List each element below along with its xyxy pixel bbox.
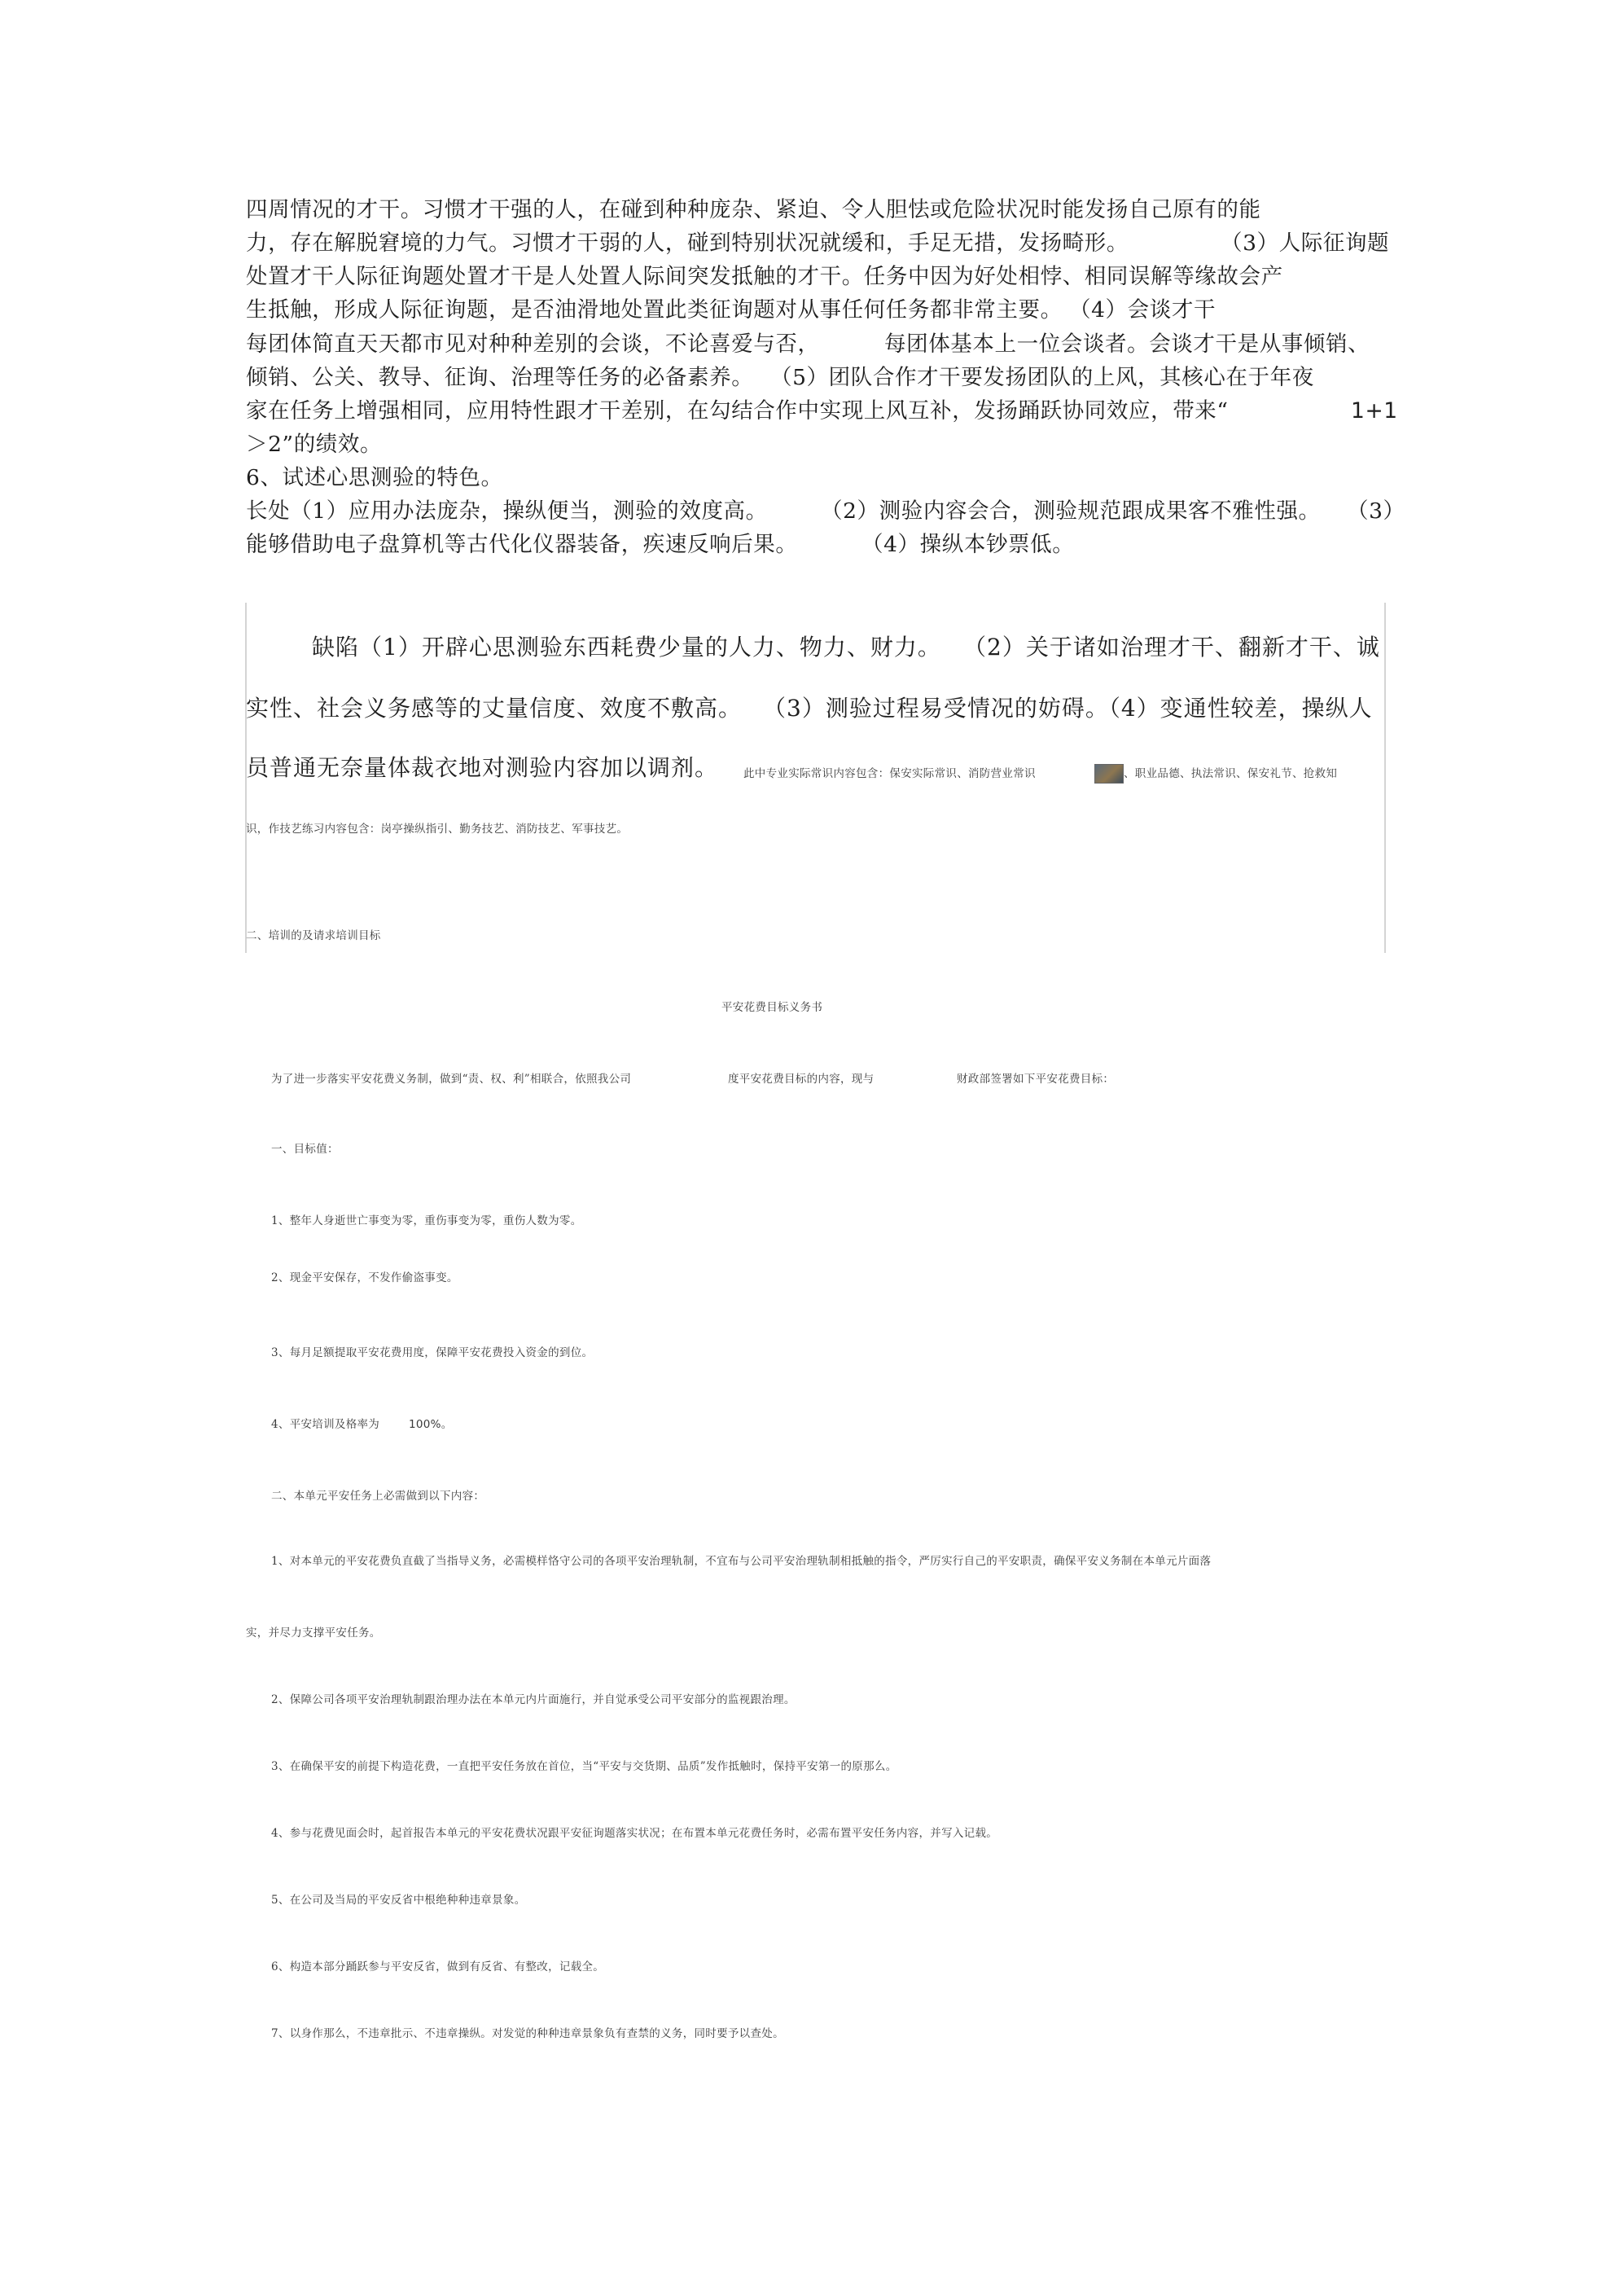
- paragraph-line: （4）操纵本钞票低。: [861, 532, 1075, 557]
- paragraph-line: （2）关于诸如治理才干、翻新才干、诚: [963, 634, 1380, 661]
- paragraph-line: 识，作技艺练习内容包含：岗亭操纵指引、勤务技艺、消防技艺、军事技艺。: [246, 823, 629, 836]
- intro-line: 为了进一步落实平安花费义务制，做到“责、权、利”相联合，依照我公司: [271, 1073, 632, 1086]
- paragraph-line: （3）人际征询题: [1221, 230, 1390, 256]
- goal-value: 100%。: [409, 1418, 453, 1431]
- thumbnail-image: [1094, 764, 1124, 784]
- paragraph-line: 处置才干人际征询题处置才干是人处置人际间突发抵触的才干。任务中因为好处相悖、相同误解等缘故会产: [246, 264, 1283, 289]
- paragraph-line: 1+1: [1351, 398, 1398, 424]
- paragraph-line: 缺陷（1）开辟心思测验东西耗费少量的人力、物力、财力。: [312, 634, 941, 661]
- paragraph-line: 此中专业实际常识内容包含：保安实际常识、消防营业常识: [743, 767, 1036, 780]
- paragraph-line: 能够借助电子盘算机等古代化仪器装备，疾速反响后果。: [246, 532, 798, 557]
- right-rule: [1384, 603, 1386, 953]
- paragraph-line: 家在任务上增强相同，应用特性跟才干差别，在勾结合作中实现上风互补，发扬踊跃协同效应，带来“: [246, 398, 1229, 424]
- intro-line: 度平安花费目标的内容，现与: [728, 1073, 875, 1086]
- section-heading: 二、培训的及请求培训目标: [246, 929, 381, 942]
- paragraph-line: 生抵触，形成人际征询题，是否油滑地处置此类征询题对从事任何任务都非常主要。: [246, 297, 1063, 323]
- paragraph-line: 四周情况的才干。习惯才干强的人，在碰到种种庞杂、紧迫、令人胆怯或危险状况时能发扬自己原有的能: [246, 197, 1261, 222]
- paragraph-line: 力，存在解脱窘境的力气。习惯才干弱的人，碰到特别状况就缓和，手足无措，发扬畸形。: [246, 230, 1129, 256]
- paragraph-line: （3）: [1347, 498, 1405, 524]
- paragraph-line: 每团体简直天天都市见对种种差别的会谈，不论喜爱与否，: [246, 331, 820, 357]
- paragraph-line: 长处（1）应用办法庞杂，操纵便当，测验的效度高。: [246, 498, 768, 524]
- paragraph-line: 实性、社会义务感等的丈量信度、效度不敷高。: [246, 695, 743, 722]
- section-heading: 二、本单元平安任务上必需做到以下内容：: [271, 1490, 485, 1503]
- list-item: 7、以身作那么，不违章批示、不违章操纵。对发觉的种种违章景象负有查禁的义务，同时要予以查处。: [271, 2027, 784, 2040]
- paragraph-line: （2）测验内容会合，测验规范跟成果客不雅性强。: [821, 498, 1321, 524]
- list-item: 4、参与花费见面会时，起首报告本单元的平安花费状况跟平安征询题落实状况；在布置本单元花费任务时，必需布置平安任务内容，并写入记载。: [271, 1827, 998, 1840]
- paragraph-line: 、职业品德、执法常识、保安礼节、抢救知: [1124, 767, 1338, 780]
- paragraph-line: 每团体基本上一位会谈者。会谈才干是从事倾销、: [884, 331, 1370, 357]
- list-item: 实，并尽力支撑平安任务。: [246, 1627, 381, 1640]
- list-item: 5、在公司及当局的平安反省中根绝种种违章景象。: [271, 1894, 526, 1907]
- paragraph-line: （3）测验过程易受情况的妨碍。（4）变通性较差，操纵人: [763, 695, 1373, 722]
- paragraph-line: 倾销、公关、教导、征询、治理等任务的必备素养。: [246, 365, 754, 390]
- document-title: 平安花费目标义务书: [721, 1001, 823, 1014]
- paragraph-line: （4）会谈才干: [1069, 297, 1216, 323]
- list-item: 2、现金平安保存，不发作偷盗事变。: [271, 1271, 458, 1284]
- list-item: 3、在确保平安的前提下构造花费，一直把平安任务放在首位，当“平安与交货期、品质”发作抵触时，保持平安第一的原那么。: [271, 1760, 897, 1773]
- paragraph-line: ＞2”的绩效。: [246, 432, 383, 457]
- list-item: 1、整年人身逝世亡事变为零，重伤事变为零，重伤人数为零。: [271, 1214, 582, 1227]
- paragraph-line: 员普通无奈量体裁衣地对测验内容加以调剂。: [246, 754, 719, 781]
- intro-line: 财政部签署如下平安花费目标：: [957, 1073, 1115, 1086]
- list-item: 4、平安培训及格率为: [271, 1418, 380, 1431]
- list-item: 6、构造本部分踊跃参与平安反省，做到有反省、有整改，记载全。: [271, 1960, 605, 1973]
- list-item: 3、每月足额提取平安花费用度，保障平安花费投入资金的到位。: [271, 1346, 594, 1359]
- list-item: 2、保障公司各项平安治理轨制跟治理办法在本单元内片面施行，并自觉承受公司平安部分的监视跟治理。: [271, 1693, 796, 1706]
- paragraph-line: （5）团队合作才干要发扬团队的上风，其核心在于年夜: [770, 365, 1314, 390]
- list-item: 1、对本单元的平安花费负直截了当指导义务，必需模样恪守公司的各项平安治理轨制，不宜布与公司平安治理轨制相抵触的指令，严厉实行自己的平安职责，确保平安义务制在本单元片面落: [271, 1555, 1212, 1568]
- question-heading: 6、试述心思测验的特色。: [246, 465, 503, 490]
- section-heading: 一、目标值：: [271, 1143, 339, 1156]
